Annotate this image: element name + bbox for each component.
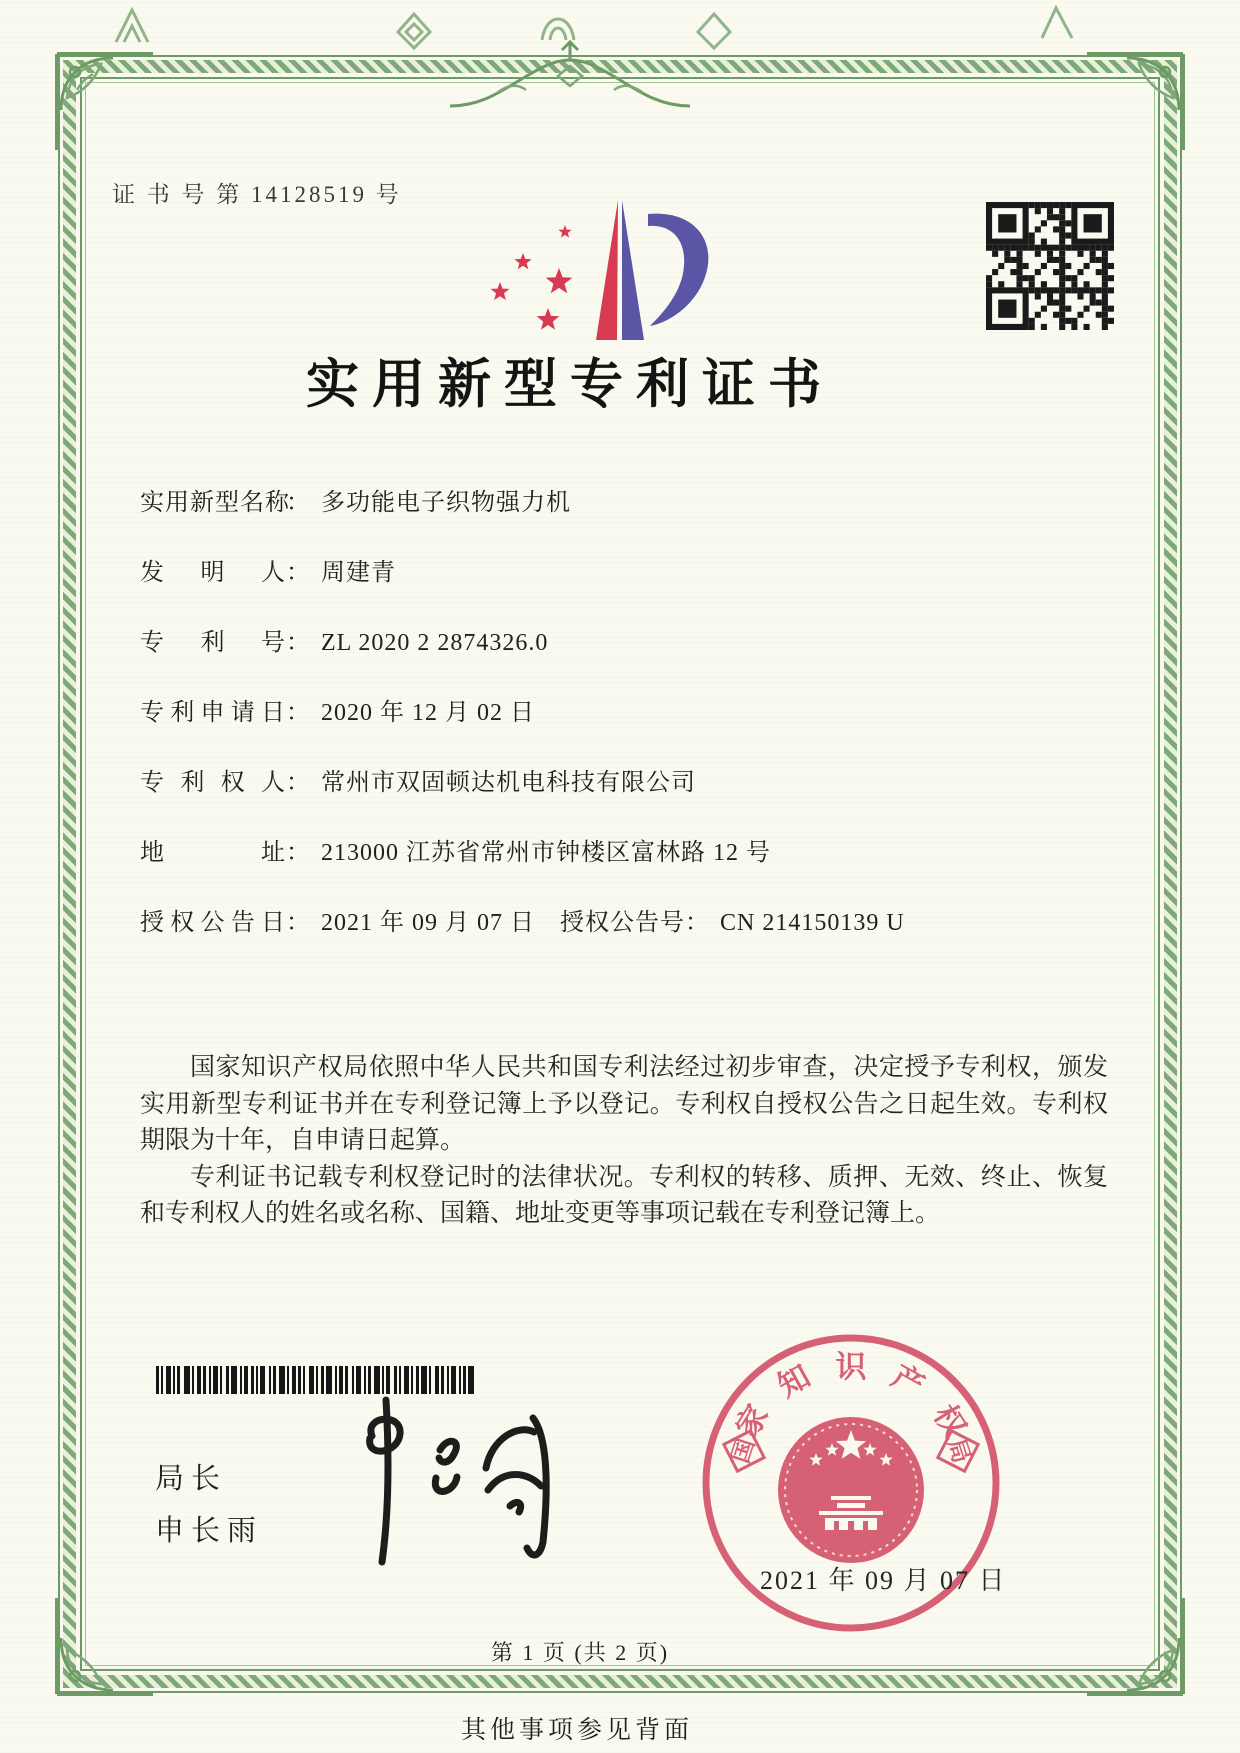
field-label: 专利权人 <box>140 770 286 796</box>
field-row-inventor <box>140 552 396 587</box>
field-label: 授权公告日 <box>140 910 286 936</box>
seal-ring-char: 产 <box>885 1358 931 1404</box>
legal-text-block <box>140 1050 1108 1233</box>
top-crest-ornament-icon <box>440 36 700 122</box>
field-value: 常州市双固顿达机电科技有限公司 <box>321 770 696 796</box>
legal-paragraph-1: 国家知识产权局依照中华人民共和国专利法经过初步审查，决定授予专利权，颁发实用新型专利证书并在专利登记簿上予以登记。专利权自授权公告之日起生效。专利权期限为十年，自申请日起算。 <box>140 1054 1108 1155</box>
field-colon: ： <box>286 630 311 656</box>
back-note: 其他事项参见背面 <box>460 1717 693 1744</box>
certificate-title: 实用新型专利证书 <box>306 356 834 414</box>
svg-text:国: 国 <box>727 1435 761 1467</box>
barcode-icon <box>156 1366 474 1394</box>
field-row-grant-date <box>140 902 905 937</box>
field-value: 2020 年 12 月 02 日 <box>321 700 535 726</box>
certificate-number: 证 书 号 第 14128519 号 <box>112 182 402 207</box>
field-value: ZL 2020 2 2874326.0 <box>321 630 549 656</box>
field-colon: ： <box>685 910 710 936</box>
seal-ring-char: 知 <box>771 1358 817 1404</box>
field-colon: ： <box>286 770 311 796</box>
field-colon: ： <box>286 910 311 936</box>
field-row-filing-date <box>140 692 535 727</box>
field-label: 授权公告号 <box>560 910 685 936</box>
officer-title: 局长 <box>155 1463 228 1495</box>
field-label: 发明人 <box>140 560 286 586</box>
officer-name: 申长雨 <box>155 1515 264 1547</box>
corner-ornament-icon <box>53 50 157 154</box>
handwritten-signature-icon <box>336 1392 606 1577</box>
field-colon: ： <box>286 700 311 726</box>
legal-paragraph-2: 专利证书记载专利权登记时的法律状况。专利权的转移、质押、无效、终止、恢复和专利权人的姓名或名称、国籍、地址变更等事项记载在专利登记簿上。 <box>140 1163 1108 1228</box>
field-colon: ： <box>286 490 311 516</box>
field-label: 专利号 <box>140 630 286 656</box>
border-ornament-scrap <box>392 10 436 50</box>
field-value: CN 214150139 U <box>720 910 905 936</box>
field-pair-grant-number <box>560 902 905 937</box>
national-emblem-icon <box>778 1417 924 1563</box>
border-ornament-scrap <box>1038 2 1078 42</box>
svg-text:局: 局 <box>941 1435 975 1467</box>
field-label: 地址 <box>140 840 286 866</box>
field-row-patent-number <box>140 622 548 657</box>
seal-date: 2021 年 09 月 07 日 <box>760 1566 1007 1595</box>
page-indicator: 第 1 页 (共 2 页) <box>490 1640 670 1665</box>
qr-code-icon <box>986 202 1114 330</box>
border-ornament-scrap <box>112 4 156 46</box>
field-label: 实用新型名称 <box>140 490 290 516</box>
seal-ring-char: 权 <box>926 1398 974 1444</box>
field-row-patentee <box>140 762 696 797</box>
field-row-address <box>140 832 771 867</box>
field-value: 2021 年 09 月 07 日 <box>321 910 535 936</box>
field-value: 213000 江苏省常州市钟楼区富林路 12 号 <box>321 840 771 866</box>
corner-ornament-icon <box>1083 50 1187 154</box>
field-value: 多功能电子织物强力机 <box>321 490 571 516</box>
field-colon: ： <box>286 560 311 586</box>
seal-ring-char: 识 <box>835 1349 867 1385</box>
field-label: 专利申请日 <box>140 700 286 726</box>
cnipa-logo-icon <box>468 188 718 348</box>
seal-ring-char: 家 <box>728 1398 776 1444</box>
field-colon: ： <box>286 840 311 866</box>
field-row-utility-model-name <box>140 482 571 517</box>
field-value: 周建青 <box>321 560 396 586</box>
